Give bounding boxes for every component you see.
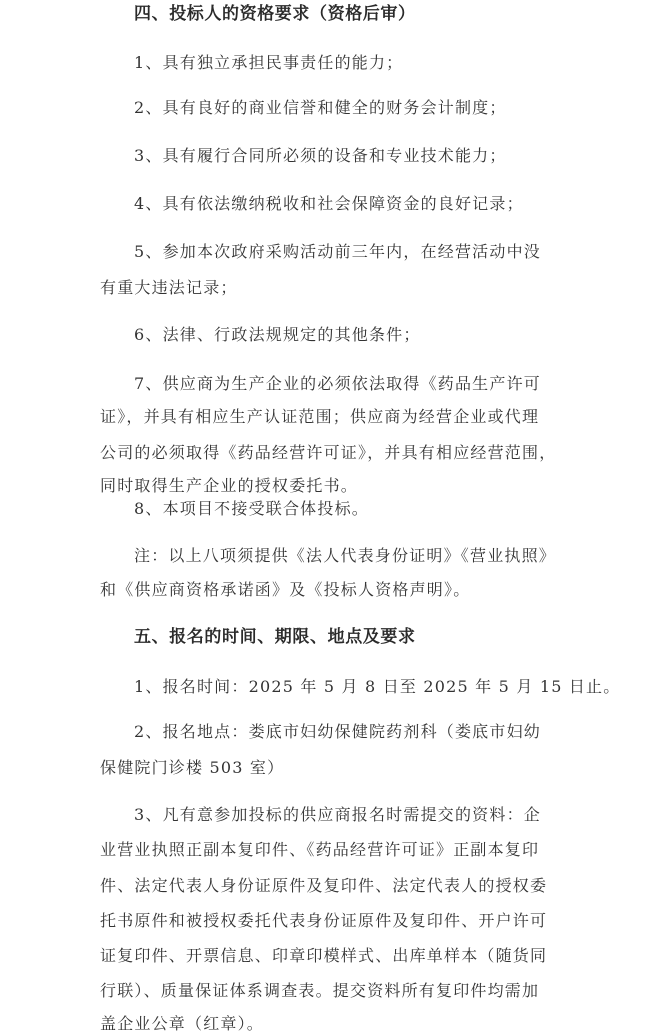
registration-materials-cont-1: 业营业执照正副本复印件、《药品经营许可证》正副本复印 [100,840,540,859]
registration-materials: 3、凡有意参加投标的供应商报名时需提交的资料：企 [134,805,541,824]
qualification-item-5-cont: 有重大违法记录； [100,278,238,297]
registration-location: 2、报名地点：娄底市妇幼保健院药剂科（娄底市妇幼 [134,722,541,741]
qualification-item-1: 1、具有独立承担民事责任的能力； [134,53,404,72]
registration-location-cont: 保健院门诊楼 503 室） [100,758,285,777]
qualification-item-6: 6、法律、行政法规规定的其他条件； [134,325,421,344]
note-line-1: 注：以上八项须提供《法人代表身份证明》《营业执照》 [134,546,557,565]
registration-materials-cont-3: 托书原件和被授权委托代表身份证原件及复印件、开户许可 [100,911,548,930]
qualification-item-8: 8、本项目不接受联合体投标。 [134,499,369,518]
qualification-item-7-cont-1: 证》，并具有相应生产认证范围；供应商为经营企业或代理 [100,407,540,426]
qualification-item-5: 5、参加本次政府采购活动前三年内，在经营活动中没 [134,242,541,261]
registration-time: 1、报名时间：2025 年 5 月 8 日至 2025 年 5 月 15 日止。 [134,677,621,696]
note-line-2: 和《供应商资格承诺函》及《投标人资格声明》。 [100,580,471,599]
section-4-heading: 四、投标人的资格要求（资格后审） [134,4,416,24]
registration-materials-cont-2: 件、法定代表人身份证原件及复印件、法定代表人的授权委 [100,876,548,895]
qualification-item-7: 7、供应商为生产企业的必须依法取得《药品生产许可 [134,374,541,393]
registration-materials-cont-6: 盖企业公章（红章）。 [100,1014,265,1033]
qualification-item-4: 4、具有依法缴纳税收和社会保障资金的良好记录； [134,194,524,213]
section-5-heading: 五、报名的时间、期限、地点及要求 [134,627,416,647]
registration-materials-cont-4: 证复印件、开票信息、印章印模样式、出库单样本（随货同 [100,946,548,965]
qualification-item-7-cont-3: 同时取得生产企业的授权委托书。 [100,476,359,495]
qualification-item-2: 2、具有良好的商业信誉和健全的财务会计制度； [134,98,507,117]
qualification-item-3: 3、具有履行合同所必须的设备和专业技术能力； [134,146,507,165]
registration-materials-cont-5: 行联）、质量保证体系调查表。提交资料所有复印件均需加 [100,981,540,1000]
qualification-item-7-cont-2: 公司的必须取得《药品经营许可证》，并具有相应经营范围， [100,443,557,462]
